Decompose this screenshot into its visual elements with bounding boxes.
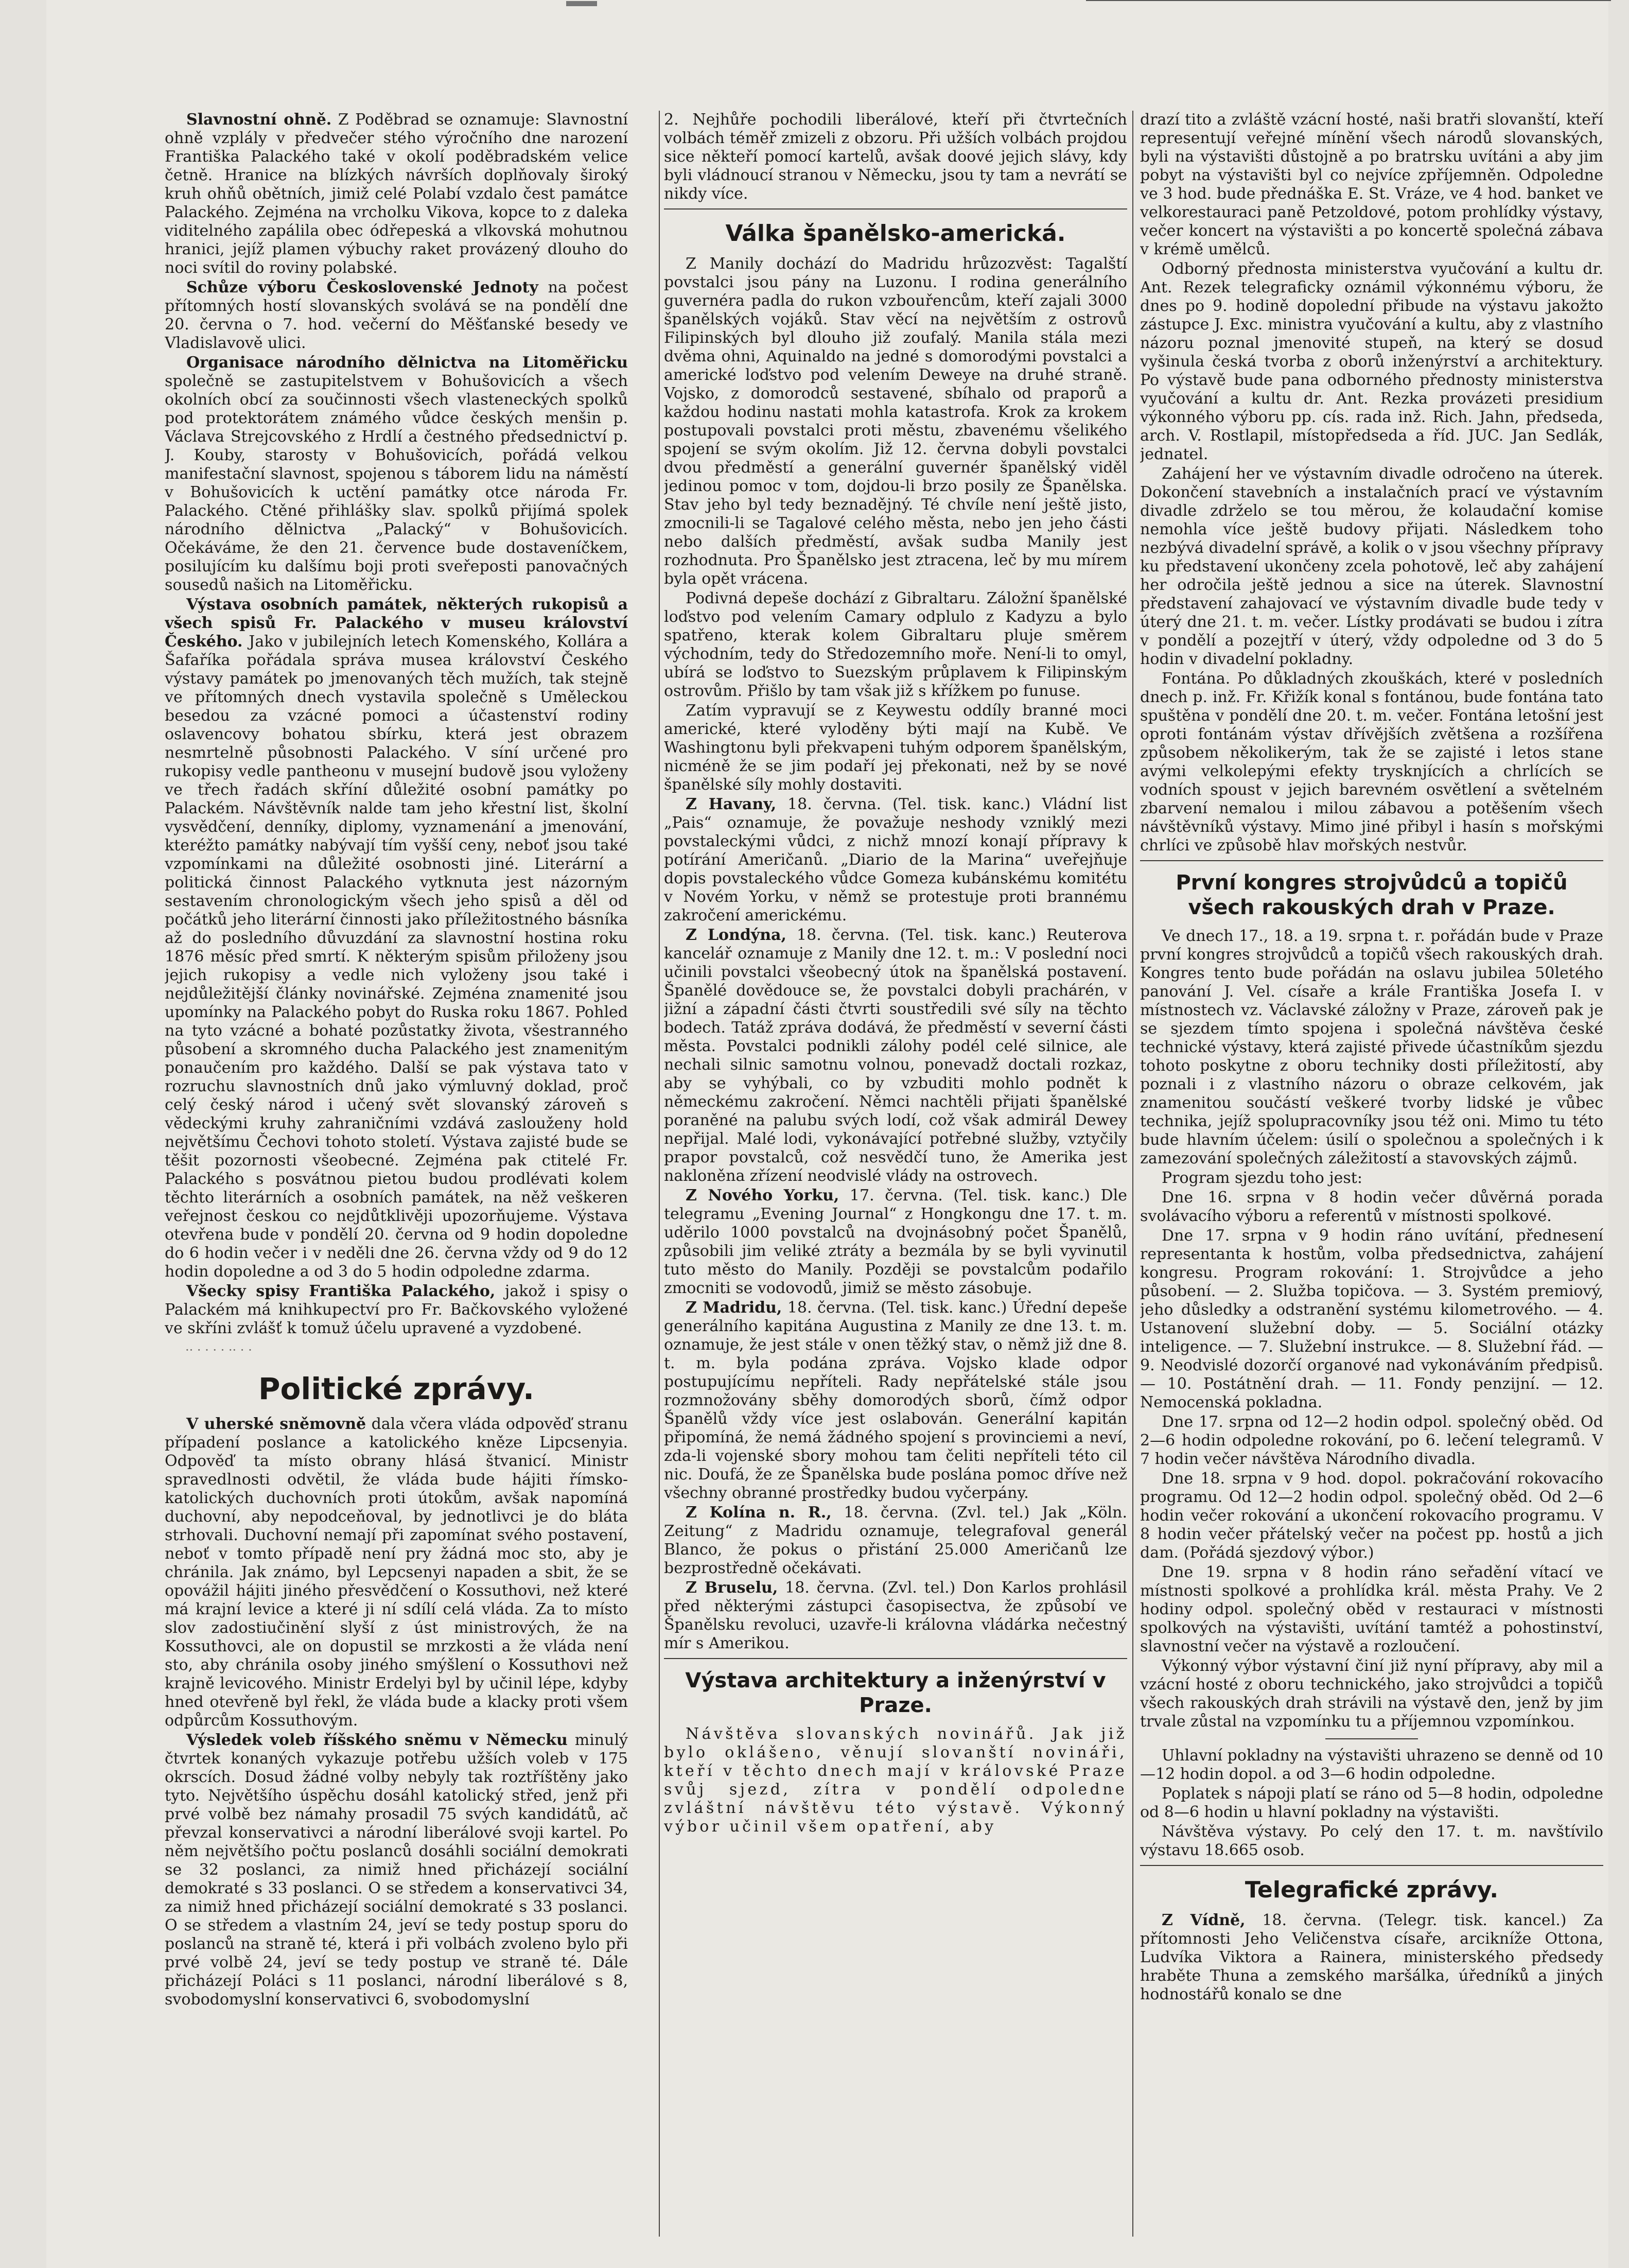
article-paragraph: [165, 1282, 628, 1338]
column-1: [165, 111, 628, 2231]
article-paragraph: [165, 278, 628, 353]
article-paragraph: Dne 16. srpna v 8 hodin večer důvěrná porada svolávacího výboru a referentů v místnosti spolkové.: [1140, 1189, 1603, 1225]
column-3: [1140, 111, 1603, 2231]
paragraph-text: 18. června. (Tel. tisk. kanc.) Reuterova kancelář oznamuje z Manily dne 12. t. m.: V poslední noci učinili povstalci všeobecný útok na španělská postavení. Španělé dovědouce se, že povstalci dobyli prachárén, v jižní a západní části čtvrti soustředili své síly na těchto bodech. Tatáž zpráva dodává, že předměstí v severní části města. Povstalci podnikli zálohy podél celé silnice, ale nechali silnic samotnu volnou, ponevadž doctali rozkaz, aby se vyhýbali, co by vzbuditi mohlo podnět k německému zakročení. Němci nachtěli přijati španělské poraněné na palubu svých lodí, což však admirál Dewey nepřijal. Malé lodi, vykonávající potřebné služby, vztyčily prapor povstalců, což nesvědčí tuno, že Amerika jest nakloněna zřízení neodvislé vlády na ostrovech.: [664, 926, 1127, 1185]
article-paragraph: Zahájení her ve výstavním divadle odročeno na úterek. Dokončení stavebních a instalačních prací ve výstavním divadle zdrželo se tou měrou, že kolaudační komise nemohla více ještě budovy přijati. Následkem toho nezbývá divadelní správě, a kolik o v jsou všechny přípravy ku představení ukončeny zcela pohotově, leč aby zahájení her odročila ještě jednou a sice na úterek. Slavnostní představení zahajovací ve výstavním divadle bude tedy v úterý dne 21. t. m. večer. Lístky prodávati se budou i zítra v pondělí a pozejtří v úterý, vždy odpoledne od 3 do 5 hodin v divadelní pokladny.: [1140, 465, 1603, 668]
top-mark: [566, 1, 597, 6]
column-divider-1: [659, 111, 660, 2237]
paragraph-text: Z Poděbrad se oznamuje: Slavnostní ohně vzplály v předvečer stého výročního dne narození Františka Palackého také v okolí poděbradském velice četně. Hranice na blízkých návrších doplňovaly široký kruh ohňů obětních, jimiž celé Polabí vzdalo čest památce Palackého. Zejména na vrcholku Vikova, kopce to z daleka viditelného zapálila obec ódřepeská a vlkovská mohutnou hranici, jejíž plamen výbuchy raket provázený dlouho do noci svítil do roviny polabské.: [165, 111, 628, 277]
article-paragraph: Zatím vypravují se z Keywestu oddíly branné moci americké, které vyloděny býti mají na Kubě. Ve Washingtonu byli překvapeni tuhým odporem španělským, nicméně že se jim podaří jej překonati, než by se nové španělské síly mohly dostaviti.: [664, 702, 1127, 794]
run-in-head: Z Vídně,: [1162, 1911, 1246, 1929]
top-rule: [1086, 0, 1611, 1]
paragraph-text: jakož i spisy o Palackém má knihkupectví pro Fr. Bačkovského vyložené ve skříni zvlášť k tomuž účelu upravené a vyzdobené.: [165, 1282, 628, 1337]
run-in-head: V uherské sněmovně: [186, 1415, 366, 1433]
article-paragraph: Návštěva slovanských novinářů. Jak již bylo oklášeno, věnují slovanští novináři, kteří v těchto dnech mají v královské Praze svůj sjezd, zítra v pondělí odpoledne zvláštní návštěvu této výstavě. Výkonný výbor učinil všem opatření, aby: [664, 1725, 1127, 1836]
separator: [1140, 1865, 1603, 1866]
article-paragraph: drazí tito a zvláště vzácní hosté, naši bratři slovanští, kteří representují veřejné mínění všech národů slovanských, byli na výstavišti důstojně a po bratrsku uvítáni a aby jim pobyt na výstavišti byl co nejvíce zpříjemněn. Odpoledne ve 3 hod. bude přednáška E. St. Vráze, ve 4 hod. banket ve velkorestauraci paně Petzoldové, potom prohlídky výstavy, večer koncert na výstavišti a po koncertě společná zábava v krémě umělců.: [1140, 111, 1603, 258]
article-paragraph: Ve dnech 17., 18. a 19. srpna t. r. pořádán bude v Praze první kongres strojvůdců a topičů všech rakouských drah. Kongres tento bude pořádán na oslavu jubilea 50letého panování J. Vel. císaře a krále Františka Josefa I. v místnostech vz. Václavské záložny v Praze, zároveň pak je se sjezdem tímto spojena i společná návštěva české technické výstavy, která zajisté přivede účastníkům sjezdu tohoto poskytne z oboru techniky dosti příležitostí, aby poznali i z vlastního názoru o obraze celkovém, jak znamenitou součástí veškeré tvorby lidské je vůbec technika, jejíž spolupracovníky jsou též oni. Mimo tu této bude hlavním účelem: úsilí o společnou a společných i k zamezování společných záležitostí a stavovských zájmů.: [1140, 927, 1603, 1167]
section-heading-vystava-architektury: Výstava architektury a inženýrství v Praze.: [685, 1669, 1106, 1717]
article-paragraph: [664, 1187, 1127, 1298]
article-paragraph: Výkonný výbor výstavní činí již nyní přípravy, aby mil a vzácní hosté z oboru technického, jako strojvůdci a topičů všech rakouských drah strávili na výstavě den, jenž by jim trvale zůstal na vzpomínku tu a příjemnou vzpomínkou.: [1140, 1657, 1603, 1731]
run-in-head: Schůze výboru Československé Jednoty: [186, 278, 538, 296]
article-paragraph: [165, 111, 628, 277]
faint-fragment: ·· · · · · ·· · ·: [185, 1343, 252, 1357]
article-paragraph: Odborný přednosta ministerstva vyučování a kultu dr. Ant. Rezek telegraficky oznámil výkonnému výboru, že dnes po 9. hodině dopolední přibude na výstavu jakožto zástupce J. Exc. ministra vyučování a kultu, aby z vlastního názoru poznal jmenovité stupeň, na který se dosud vyšinula česká tvorba z oborů inženýrství a architektury. Po výstavě bude pana odborného přednosty ministerstva vyučování a kultu dr. Ant. Rezka provázeti presidium výkonného výboru pp. cís. rada inž. Rich. Jahn, předseda, arch. V. Rostlapil, místopředseda a říd. JUC. Jan Sedlák, jednatel.: [1140, 260, 1603, 463]
run-in-head: Výstava osobních památek, některých rukopisů a všech spisů Fr. Palackého v museu království Českého.: [165, 596, 628, 651]
paragraph-text: 18. června. (Zvl. tel.) Don Karlos prohlásil před některými zástupci časopisectva, že způsobí ve Španělsku revoluci, uzavře-li královna vládárka nečestný mír s Amerikou.: [664, 1579, 1127, 1652]
separator: [664, 1658, 1127, 1659]
article-paragraph: Návštěva výstavy. Po celý den 17. t. m. navštívilo výstavu 18.665 osob.: [1140, 1823, 1603, 1859]
article-paragraph: [664, 795, 1127, 925]
article-paragraph: [664, 1579, 1127, 1653]
run-in-head: Z Nového Yorku,: [686, 1187, 839, 1205]
article-paragraph: Dne 19. srpna v 8 hodin ráno seřadění vítací ve místnosti spolkové a prohlídka král. města Prahy. Ve 2 hodiny odpol. společný oběd v restauraci v místnosti spolkových na výstavišti, uvítání tamtéž a pohostinství, slavnostní večer na výstavě a rozloučení.: [1140, 1563, 1603, 1655]
article-paragraph: [664, 1299, 1127, 1503]
column-divider-2: [1132, 111, 1133, 2237]
paragraph-text: Jako v jubilejních letech Komenského, Kollára a Šafaříka pořádala správa musea království Českého výstavy památek po jmenovaných těch mužích, tak stejně ve přítomných dnech vystavila společně s Uměleckou besedou za vzácné pomoci a účastenství rodiny oslavencovy bohatou sbírku, která jest obrazem nesmrtelně působnosti Palackého. V síní určené pro rukopisy vedle pantheonu v musejní budově jsou vyloženy ve třech řadách skříní důležité osobní památky po Palackém. Návštěvník nalde tam jeho křestní list, školní vysvědčení, denníky, diplomy, vyznamenání a jmenování, kteréžto památky nabývají tím vyšší ceny, neboť jsou také vzpomínkami na důležité osobnosti jiné. Literární a politická činnost Palackého vytknuta jest názorným sestavením chronologickým všech jeho spisů a děl od počátků jeho literární činnosti jako příležitostného básníka až do posledního důvuzdání za slavnostní hostina roku 1876 měsíc před smrtí. K některým spisům přiloženy jsou jejich rukopisy a vedle nich vyloženy jsou také i nejdůležitější články novinářské. Zejména znamenité jsou upomínky na Palackého pobyt do Ruska roku 1867. Pohled na tyto vzácné a bohaté pozůstatky života, všestranného působení a skromného ducha Palackého jest znamenitým ponaučením pro každého. Další se pak výstava tato v rozruchu slavnostních dnů jako výmluvný doklad, proč celý český národ i učený svět slovanský zároveň s vědeckými kruhy zahraničními vzdává zaslouženy hold největšímu Čechovi tohoto století. Výstava zajisté bude se těšit pozornosti všeobecné. Zejména pak ctitelé Fr. Palackého s posvátnou pietou budou prodlévati kolem těchto literárních a osobních památek, na něž veškeren veřejnost českou co nejdůtklivěji upozorňujeme. Výstava otevřena bude v pondělí 20. června od 9 hodin dopoledne do 6 hodin večer i v neděli dne 26. června vždy od 9 do 12 hodin dopoledne a od 3 do 5 hodin odpoledne zdarma.: [165, 633, 628, 1281]
article-paragraph: Dne 18. srpna v 9 hod. dopol. pokračování rokovacího programu. Od 12—2 hodin odpol. společný oběd. Od 2—6 hodin večer rokování a ukončení rokovacího programu. V 8 hodin večer přátelský večer na počest pp. hostů a jich dam. (Pořádá sjezdový výbor.): [1140, 1470, 1603, 1562]
article-paragraph: Podivná depeše dochází z Gibraltaru. Záložní španělské loďstvo pod velením Camary odplulo z Kadyzu a bylo spatřeno, kterak kolem Gibraltaru pluje směrem východním, tedy do Středozemního moře. Není-li to omyl, ubírá se loďstvo to Suezským průplavem k Filipinským ostrovům. Přišlo by tam však již s křížkem po funuse.: [664, 589, 1127, 700]
article-paragraph: Program sjezdu toho jest:: [1162, 1169, 1362, 1187]
run-in-head: Z Havany,: [686, 795, 777, 813]
section-heading-telegraficke-zpravy: Telegrafické zprávy.: [1245, 1877, 1499, 1903]
paragraph-text: minulý čtvrtek konaných vykazuje potřebu užších voleb v 175 okrscích. Dosud žádné volby nebyly tak roztříštěny jako tyto. Největšího úspěchu dosáhl katolický střed, jenž při prvé volbě bez námahy prosadil 75 svých kandidátů, ač převzal konservativci a národní liberálové svoji kartel. Po něm největšího počtu poslanců dosáhli sociální demokrati se 32 poslanci, za nimiž hned přicházejí sociální demokraté s 33 poslanci. O se středem a konservativci 34, za nimiž hned přicházejí sociální demokraté s 33 poslanci. O se středem a vlastním 24, jeví se tedy postup sporu do poslanců na straně té, která i při volbách zvoleno bylo při prvé volbě 24, jeví se tedy postup ve straně té. Dále přicházejí Poláci s 11 poslanci, národní liberálové s 8, svobodomyslní konservativci 6, svobodomyslní: [165, 1731, 628, 2009]
article-paragraph: Poplatek s nápoji platí se ráno od 5—8 hodin, odpoledne od 8—6 hodin u hlavní pokladny na výstavišti.: [1140, 1785, 1603, 1821]
paragraph-text: 18. června. (Telegr. tisk. kancel.) Za přítomnosti Jeho Veličenstva císaře, arcikníže Ottona, Ludvíka Viktora a Rainera, ministerského předsedy hraběte Thuna a zemského maršálka, úředníků a jiných hodnostářů konalo se dne: [1140, 1911, 1603, 2003]
paragraph-text: 17. června. (Tel. tisk. kanc.) Dle telegramu „Evening Journal“ z Hongkongu dne 17. t. m. uděrilo 1000 povstalců na dvojnásobný počet Španělů, způsobili jim veliké ztráty a bezmála by se byli vyvinutil tuto město do Manily. Později se povstalcům podařilo zmocniti se vodovodů, jimiž se město zásobuje.: [664, 1187, 1127, 1297]
article-paragraph: 2. Nejhůře pochodili liberálové, kteří při čtvrtečních volbách téměř zmizeli z obzoru. Při užších volbách projdou sice někteří pomocí kartelů, avšak doové jejich slávy, kdy byli vládnoucí stranou v Německu, jsou ty tam a nevrátí se nikdy více.: [664, 111, 1127, 203]
separator: [664, 208, 1127, 210]
article-paragraph: Uhlavní pokladny na výstavišti uhrazeno se denně od 10—12 hodin dopol. a od 3—6 hodin odpoledne.: [1140, 1747, 1603, 1783]
paragraph-text: dala včera vláda odpověď stranu případení poslance a katolického kněze Lipcsenyia. Odpověď ta místo obrany hlásá štvanicí. Ministr spravedlnosti odvětil, že vláda bude hájiti římsko-katolických duchovních proti útokům, avšak napomíná duchovní, aby nepodceňoval, by jednotlivci je do bláta strhovali. Duchovní nemají při zapomínat svého postavení, neboť v tomto případě není pry žádná moc sto, aby je chránila. Jak známo, byl Lepcsenyi napaden a sbit, že se opovážil hájiti jiného přesvědčení o Kossuthovi, než které má krajní levice a které ji ní sdílí celá vláda. Za to místo slov zadostiučinění slyší z úst ministrových, že na Kossuthovci, ale on dopustil se mrzkosti a že vláda není sto, aby chránila osoby jiného smýšlení o Kossuthovi než krajně levicového. Ministr Erdelyi byl by učinil lépe, kdyby hned otevřeně byl řekl, že vláda bude a klacky proti všem odpůrcům Kossuthovým.: [165, 1415, 628, 1730]
article-paragraph: [165, 1415, 628, 1730]
paragraph-text: 18. června. (Tel. tisk. kanc.) Vládní list „Pais“ oznamuje, že považuje neshody vzniklý mezi povstaleckými vůdci, z nichž mnozí konají přípravy k potírání Američanů. „Diario de la Marina“ uveřejňuje dopis povstaleckého vůdce Gomeza kubánskému komitétu v Novém Yorku, v němž se protestuje proti brannému zakročení americkému.: [664, 795, 1127, 924]
separator: [1140, 860, 1603, 861]
section-heading-politicke-zpravy: Politické zprávy.: [258, 1371, 534, 1406]
article-paragraph: Fontána. Po důkladných zkouškách, které v posledních dnech p. inž. Fr. Křižík konal s fontánou, bude fontána tato spuštěna v pondělí dne 20. t. m. večer. Fontána letošní jest oproti fontánám výstav dřívějších zvětšena a rozšířena způsobem několikerým, tak že se zajisté i letos stane avými velkolepými efekty trysknjících a chrlících se vodních spoust v jejich barevném osvětlení a světelném zbarvení nemalou i milou zábavou a potěšením všech návštěvníků výstavy. Mimo jiné přibyl i hasín s mořskými chrlíci ve způsobě hlav mořských nestvůr.: [1140, 670, 1603, 854]
run-in-head: Z Madridu,: [686, 1299, 782, 1317]
newspaper-page: [46, 0, 1608, 2268]
run-in-head: Slavnostní ohně.: [186, 111, 332, 129]
article-paragraph: [165, 596, 628, 1281]
paragraph-text: na počest přítomných hostí slovanských svolává se na pondělí dne 20. června o 7. hod. večerní do Měšťanské besedy ve Vladislavově ulici.: [165, 278, 628, 352]
article-paragraph: Dne 17. srpna od 12—2 hodin odpol. společný oběd. Od 2—6 hodin odpoledne rokování, po 6. lečení telegramů. V 7 hodin večer návštěva Národního divadla.: [1140, 1413, 1603, 1468]
paragraph-text: 18. června. (Zvl. tel.) Jak „Köln. Zeitung“ z Madridu oznamuje, telegrafoval generál Blanco, že pokus o přistání 25.000 Američanů lze bezprostředně očekávati.: [664, 1504, 1127, 1577]
article-paragraph: [165, 1731, 628, 2009]
run-in-head: Z Londýna,: [686, 926, 786, 944]
section-heading-kongres: První kongres strojvůdců a topičů všech rakouských drah v Praze.: [1176, 871, 1568, 919]
run-in-head: Z Bruselu,: [686, 1579, 778, 1597]
run-in-head: Organisace národního dělnictva na Litoměřicku: [186, 354, 628, 372]
article-paragraph: [664, 926, 1127, 1185]
column-2: [664, 111, 1127, 2231]
section-heading-valka: Válka španělsko-americká.: [725, 220, 1066, 247]
paragraph-text: 18. června. (Tel. tisk. kanc.) Úřední depeše generálního kapitána Augustina z Manily ze dne 13. t. m. oznamuje, že jest stále v onen těžký stav, o němž již dne 8. t. m. byla podána zpráva. Vojsko klade odpor postupujícímu nepříteli. Rady nepřátelské stále jsou rozmnožovány sběhy domorodých sborů, čímž odpor Španělů vždy více jest oslabován. Generální kapitán připomíná, že nemá žádného spojení s provinciemi a neví, zda-li vojenské sbory mohou tam čeliti nepříteli této cil nic. Doufá, že ze Španělska bude poslána pomoc dříve než všechny obranné prostředky budou vyčerpány.: [664, 1299, 1127, 1502]
paragraph-text: společně se zastupitelstvem v Bohušovicích a všech okolních obcí za součinnosti všech vlasteneckých spolků pod protektorátem známého vůdce českých menšin p. Václava Strejcovského z Hrdlí a čestného předsednictví p. J. Kouby, starosty v Bohušovicích, pořádá velkou manifestační slavnost, spojenou s táborem lidu na náměstí v Bohušovicích k uctění památky otce národa Fr. Palackého. Ctěné přihlášky slav. spolků přijímá spolek národního dělnictva „Palacký“ v Bohušovicích. Očekáváme, že den 21. července bude dostaveníčkem, posilujícím ku dalšímu boji proti sveřeposti panovačných sousedů našich na Litoměřicku.: [165, 372, 628, 594]
run-in-head: Všecky spisy Františka Palackého,: [186, 1282, 496, 1300]
article-paragraph: [1140, 1911, 1603, 2004]
article-paragraph: [165, 354, 628, 595]
short-separator: [1325, 1738, 1418, 1739]
article-paragraph: Dne 17. srpna v 9 hodin ráno uvítání, přednesení representanta k hostům, volba předsednictva, zahájení kongresu. Program rokování: 1. Strojvůdce a jeho působení. — 2. Služba topičova. — 3. Systém premiový, jeho důsledky a odstranění systému kilometrového. — 4. Ustanovení služební doby. — 5. Sociální otázky inteligence. — 7. Služební instrukce. — 8. Služební řád. — 9. Neodvislé dozorčí organové nad vykonáváním předpisů. — 10. Postátnění drah. — 11. Fondy penzijní. — 12. Nemocenská pokladna.: [1140, 1227, 1603, 1411]
article-paragraph: Z Manily dochází do Madridu hrůzozvěst: Tagalští povstalci jsou pány na Luzonu. I rodina generálního guvernéra padla do rukon vzbouřencům, kteří zajali 3000 španělských vojáků. Stav věcí na největším z ostrovů Filipinských byl dlouho již zoufalý. Manila stála mezi dvěma ohni, Aquinaldo na jedné s domorodými povstalci a americké loďstvo pod velením Deweye na druhé straně. Vojsko, z domorodců sestavené, sbíhalo od praporů a každou hodinu nastati mohla katastrofa. Krok za krokem postupovali povstalci proti městu, zbavenému všelikého spojení se svým okolím. Již 12. června dobyli povstalci dvou předměstí a generální guvernér španělský viděl jedinou pomoc v tom, dojdou-li brzo posily ze Španělska. Stav jeho byl tedy beznadějný. Té chvíle není ještě jisto, zmocnili-li se Tagalové celého města, nebo jen jeho části nebo dalších předměstí, avšak sudba Manily jest rozhodnuta. Pro Španělsko jest ztracena, leč by mu mírem byla opět vrácena.: [664, 255, 1127, 588]
run-in-head: Výsledek voleb říšského sněmu v Německu: [186, 1731, 568, 1749]
run-in-head: Z Kolína n. R.,: [686, 1504, 832, 1522]
article-paragraph: [664, 1504, 1127, 1578]
